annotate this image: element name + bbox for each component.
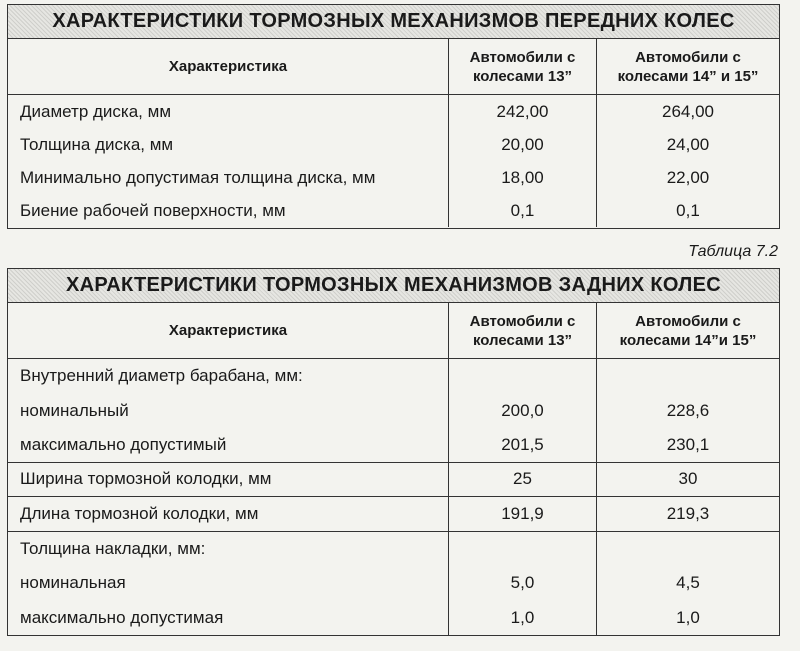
table-row	[8, 566, 779, 601]
table-row	[8, 497, 779, 532]
table-row	[8, 359, 779, 394]
cell-value-14-15: 0,1	[676, 200, 700, 220]
header-wheels-14-15: Автомобили с колесами 14” и 15”	[617, 48, 759, 85]
cell-value-13	[449, 532, 597, 567]
cell-value-14-15: 219,3	[666, 503, 710, 523]
table-row	[8, 194, 779, 227]
cell-value-14-15: 230,1	[666, 434, 710, 454]
cell-value-14-15: 22,00	[666, 167, 710, 187]
cell-label: Биение рабочей поверхности, мм	[8, 194, 449, 227]
cell-value-13: 20,00	[449, 128, 597, 161]
cell-label: Длина тормозной колодки, мм	[8, 497, 449, 531]
cell-label: Толщина накладки, мм:	[8, 532, 449, 567]
cell-label: Толщина диска, мм	[8, 128, 449, 161]
cell-value-14-15: 264,00	[662, 101, 714, 121]
table-header	[8, 303, 779, 359]
cell-value-13: 1,0	[449, 601, 597, 636]
table-row	[8, 128, 779, 161]
cell-value-13: 18,00	[449, 161, 597, 194]
front-brakes-table	[7, 4, 780, 229]
header-wheels-14-15: Автомобили с колесами 14”и 15”	[619, 312, 757, 349]
table-row	[8, 95, 779, 128]
table-row	[8, 601, 779, 636]
cell-value-13: 191,9	[449, 497, 597, 531]
table-title: ХАРАКТЕРИСТИКИ ТОРМОЗНЫХ МЕХАНИЗМОВ ЗАДНИХ КОЛЕС	[8, 269, 779, 303]
cell-label: Ширина тормозной колодки, мм	[8, 463, 449, 497]
cell-value-14-15: 4,5	[676, 573, 700, 593]
cell-value-13: 200,0	[449, 394, 597, 429]
rear-brakes-table	[7, 268, 780, 636]
header-characteristic: Характеристика	[8, 39, 449, 94]
table-row	[8, 532, 779, 567]
header-wheels-13: Автомобили с колесами 13”	[449, 303, 597, 358]
cell-label: номинальная	[8, 566, 449, 601]
table-row	[8, 428, 779, 463]
cell-label: Внутренний диаметр барабана, мм:	[8, 359, 449, 394]
table-row	[8, 161, 779, 194]
cell-label: Диаметр диска, мм	[8, 95, 449, 128]
table-header	[8, 39, 779, 95]
table-row	[8, 394, 779, 429]
cell-value-14-15	[597, 532, 779, 567]
cell-value-14-15: 1,0	[676, 607, 700, 627]
cell-label: Минимально допустимая толщина диска, мм	[8, 161, 449, 194]
cell-value-14-15: 30	[678, 469, 698, 489]
cell-value-14-15: 228,6	[666, 400, 710, 420]
cell-value-13: 0,1	[449, 194, 597, 227]
cell-label: номинальный	[8, 394, 449, 429]
cell-value-13	[449, 359, 597, 394]
cell-value-13: 201,5	[449, 428, 597, 462]
cell-label: максимально допустимая	[8, 601, 449, 636]
table-row	[8, 463, 779, 498]
table-title: ХАРАКТЕРИСТИКИ ТОРМОЗНЫХ МЕХАНИЗМОВ ПЕРЕДНИХ КОЛЕС	[8, 5, 779, 39]
header-characteristic: Характеристика	[8, 303, 449, 358]
cell-value-13: 242,00	[449, 95, 597, 128]
table-caption: Таблица 7.2	[688, 243, 778, 260]
cell-value-14-15	[597, 359, 779, 394]
cell-label: максимально допустимый	[8, 428, 449, 462]
cell-value-13: 5,0	[449, 566, 597, 601]
cell-value-14-15: 24,00	[666, 134, 710, 154]
header-wheels-13: Автомобили с колесами 13”	[449, 39, 597, 94]
cell-value-13: 25	[449, 463, 597, 497]
